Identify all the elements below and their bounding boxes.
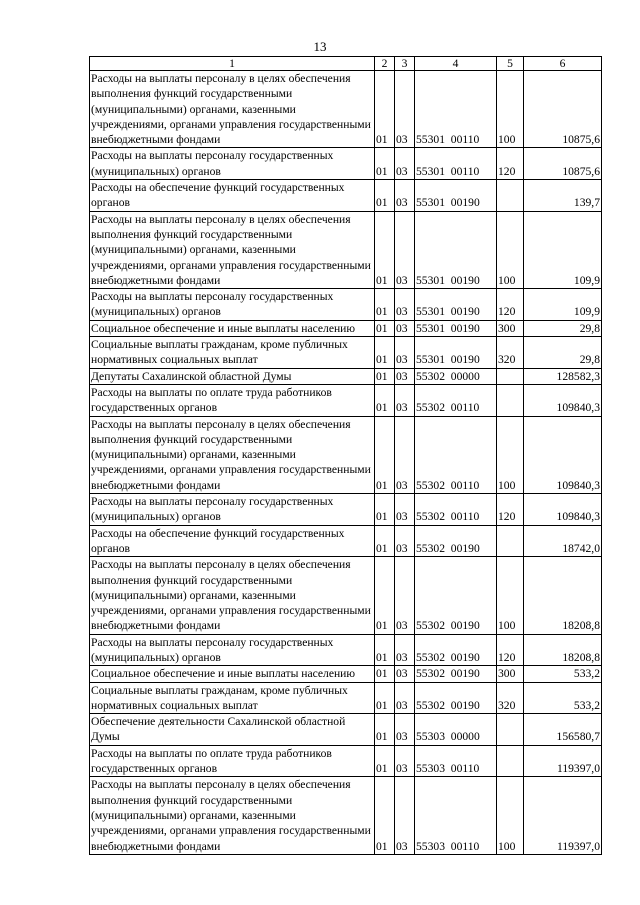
table-row [90,384,602,416]
row-subsection-cell: 03 [395,777,415,854]
row-expense-type-cell [497,384,524,416]
row-expense-type-cell: 100 [497,211,524,288]
row-expense-type-cell: 300 [497,666,524,682]
row-amount-cell: 18208,8 [524,634,602,666]
row-amount-cell: 29,8 [524,337,602,369]
row-amount-cell: 533,2 [524,682,602,714]
row-name-cell: Расходы на выплаты персоналу государственных (муниципальных) органов [90,289,375,321]
row-subsection-cell: 03 [395,384,415,416]
row-target-article-cell: 55301 00190 [415,211,497,288]
row-section-cell: 01 [375,525,395,557]
row-section-cell: 01 [375,777,395,854]
row-section-cell: 01 [375,337,395,369]
row-target-article-cell: 55302 00110 [415,384,497,416]
row-subsection-cell: 03 [395,525,415,557]
table-row [90,148,602,180]
row-expense-type-cell: 100 [497,71,524,148]
row-target-article-cell: 55303 00000 [415,714,497,746]
row-section-cell: 01 [375,682,395,714]
table-row [90,337,602,369]
row-amount-cell: 109,9 [524,289,602,321]
table-row [90,368,602,384]
table-row [90,634,602,666]
row-amount-cell: 10875,6 [524,148,602,180]
row-target-article-cell: 55302 00190 [415,682,497,714]
row-section-cell: 01 [375,211,395,288]
row-target-article-cell: 55302 00110 [415,416,497,493]
row-name-cell: Расходы на выплаты по оплате труда работников государственных органов [90,745,375,777]
row-name-cell: Депутаты Сахалинской областной Думы [90,368,375,384]
table-row [90,682,602,714]
row-target-article-cell: 55302 00190 [415,666,497,682]
row-section-cell: 01 [375,494,395,526]
row-subsection-cell: 03 [395,368,415,384]
row-name-cell: Расходы на выплаты персоналу в целях обеспечения выполнения функций государственными (муниципальными) органами, казенными учреждениями, органами управления государственными внебюджетными фондами [90,416,375,493]
row-subsection-cell: 03 [395,148,415,180]
row-expense-type-cell: 120 [497,494,524,526]
table-row [90,320,602,336]
row-subsection-cell: 03 [395,494,415,526]
row-target-article-cell: 55302 00190 [415,634,497,666]
header-col-3: 3 [395,57,415,71]
budget-table [89,56,602,855]
row-subsection-cell: 03 [395,682,415,714]
row-section-cell: 01 [375,557,395,634]
row-expense-type-cell: 320 [497,682,524,714]
row-subsection-cell: 03 [395,745,415,777]
header-col-2: 2 [375,57,395,71]
row-subsection-cell: 03 [395,180,415,212]
row-target-article-cell: 55302 00110 [415,494,497,526]
header-col-6: 6 [524,57,602,71]
row-expense-type-cell: 300 [497,320,524,336]
row-name-cell: Расходы на выплаты персоналу государственных (муниципальных) органов [90,634,375,666]
row-amount-cell: 119397,0 [524,777,602,854]
row-amount-cell: 109840,3 [524,416,602,493]
row-section-cell: 01 [375,416,395,493]
row-subsection-cell: 03 [395,714,415,746]
row-name-cell: Расходы на выплаты по оплате труда работников государственных органов [90,384,375,416]
table-row [90,180,602,212]
header-col-5: 5 [497,57,524,71]
row-amount-cell: 10875,6 [524,71,602,148]
row-section-cell: 01 [375,320,395,336]
row-target-article-cell: 55301 00110 [415,148,497,180]
row-expense-type-cell: 100 [497,777,524,854]
row-target-article-cell: 55302 00000 [415,368,497,384]
row-target-article-cell: 55302 00190 [415,525,497,557]
row-amount-cell: 109840,3 [524,384,602,416]
row-amount-cell: 533,2 [524,666,602,682]
row-name-cell: Социальное обеспечение и иные выплаты населению [90,320,375,336]
row-section-cell: 01 [375,71,395,148]
row-section-cell: 01 [375,289,395,321]
row-expense-type-cell [497,180,524,212]
row-target-article-cell: 55301 00190 [415,337,497,369]
row-name-cell: Социальные выплаты гражданам, кроме публичных нормативных социальных выплат [90,337,375,369]
row-target-article-cell: 55301 00190 [415,289,497,321]
row-target-article-cell: 55301 00190 [415,320,497,336]
row-name-cell: Расходы на выплаты персоналу в целях обеспечения выполнения функций государственными (муниципальными) органами, казенными учреждениями, органами управления государственными внебюджетными фондами [90,557,375,634]
row-target-article-cell: 55301 00190 [415,180,497,212]
row-section-cell: 01 [375,148,395,180]
row-target-article-cell: 55303 00110 [415,777,497,854]
row-amount-cell: 139,7 [524,180,602,212]
row-name-cell: Расходы на выплаты персоналу государственных (муниципальных) органов [90,148,375,180]
row-expense-type-cell: 320 [497,337,524,369]
header-col-1: 1 [90,57,375,71]
table-row [90,666,602,682]
row-subsection-cell: 03 [395,289,415,321]
row-amount-cell: 18742,0 [524,525,602,557]
row-name-cell: Расходы на выплаты персоналу в целях обеспечения выполнения функций государственными (муниципальными) органами, казенными учреждениями, органами управления государственными внебюджетными фондами [90,211,375,288]
row-expense-type-cell: 100 [497,416,524,493]
table-row [90,745,602,777]
row-section-cell: 01 [375,368,395,384]
row-amount-cell: 18208,8 [524,557,602,634]
row-target-article-cell: 55302 00190 [415,557,497,634]
table-row [90,557,602,634]
row-amount-cell: 29,8 [524,320,602,336]
row-name-cell: Обеспечение деятельности Сахалинской областной Думы [90,714,375,746]
row-subsection-cell: 03 [395,416,415,493]
table-row [90,494,602,526]
row-name-cell: Социальное обеспечение и иные выплаты населению [90,666,375,682]
row-subsection-cell: 03 [395,337,415,369]
row-expense-type-cell [497,368,524,384]
row-expense-type-cell: 120 [497,634,524,666]
row-expense-type-cell: 120 [497,148,524,180]
table-row [90,289,602,321]
row-name-cell: Расходы на выплаты персоналу в целях обеспечения выполнения функций государственными (муниципальными) органами, казенными учреждениями, органами управления государственными внебюджетными фондами [90,71,375,148]
row-amount-cell: 156580,7 [524,714,602,746]
row-expense-type-cell [497,525,524,557]
row-section-cell: 01 [375,634,395,666]
row-section-cell: 01 [375,384,395,416]
row-section-cell: 01 [375,180,395,212]
header-col-4: 4 [415,57,497,71]
table-row [90,714,602,746]
page-number: 13 [313,39,327,54]
table-row [90,777,602,854]
row-name-cell: Социальные выплаты гражданам, кроме публичных нормативных социальных выплат [90,682,375,714]
row-target-article-cell: 55303 00110 [415,745,497,777]
row-expense-type-cell [497,714,524,746]
row-section-cell: 01 [375,666,395,682]
row-name-cell: Расходы на выплаты персоналу государственных (муниципальных) органов [90,494,375,526]
row-target-article-cell: 55301 00110 [415,71,497,148]
row-amount-cell: 128582,3 [524,368,602,384]
row-subsection-cell: 03 [395,666,415,682]
row-name-cell: Расходы на выплаты персоналу в целях обеспечения выполнения функций государственными (муниципальными) органами, казенными учреждениями, органами управления государственными внебюджетными фондами [90,777,375,854]
row-amount-cell: 109840,3 [524,494,602,526]
row-subsection-cell: 03 [395,557,415,634]
row-expense-type-cell: 100 [497,557,524,634]
row-expense-type-cell: 120 [497,289,524,321]
table-row [90,416,602,493]
table-row [90,525,602,557]
row-subsection-cell: 03 [395,211,415,288]
header-row [90,57,602,71]
row-subsection-cell: 03 [395,634,415,666]
row-name-cell: Расходы на обеспечение функций государственных органов [90,525,375,557]
row-expense-type-cell [497,745,524,777]
row-name-cell: Расходы на обеспечение функций государственных органов [90,180,375,212]
table-row [90,71,602,148]
row-section-cell: 01 [375,714,395,746]
row-subsection-cell: 03 [395,71,415,148]
row-subsection-cell: 03 [395,320,415,336]
row-amount-cell: 109,9 [524,211,602,288]
row-amount-cell: 119397,0 [524,745,602,777]
row-section-cell: 01 [375,745,395,777]
table-row [90,211,602,288]
